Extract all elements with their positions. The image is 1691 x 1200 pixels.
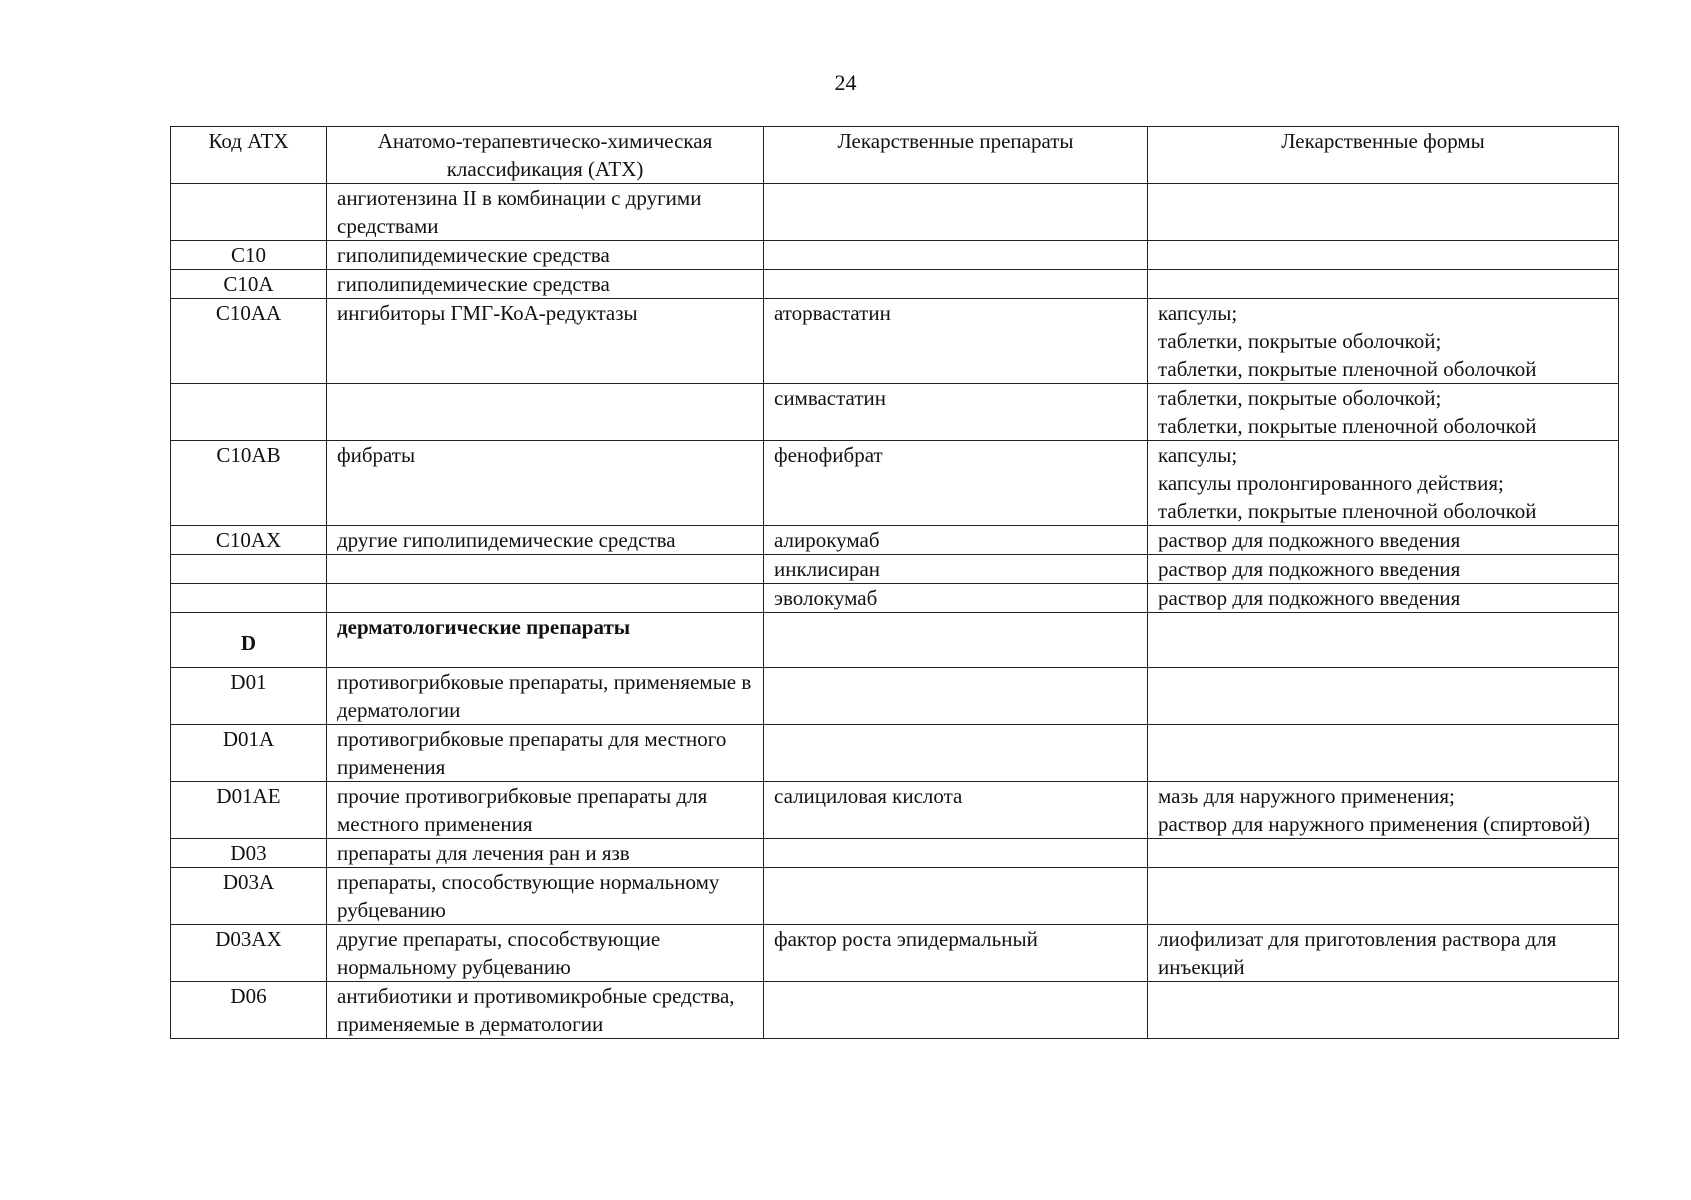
classification-cell: другие препараты, способствующие нормальному рубцеванию bbox=[327, 925, 764, 982]
classification-cell: антибиотики и противомикробные средства, применяемые в дерматологии bbox=[327, 982, 764, 1039]
atx-code-cell bbox=[171, 384, 327, 441]
dosage-form-line: капсулы пролонгированного действия; bbox=[1158, 471, 1504, 495]
atx-code-cell: D bbox=[171, 613, 327, 668]
atx-code-cell: D06 bbox=[171, 982, 327, 1039]
classification-cell: противогрибковые препараты для местного применения bbox=[327, 725, 764, 782]
dosage-forms-cell bbox=[1148, 982, 1619, 1039]
classification-cell bbox=[327, 584, 764, 613]
table-row bbox=[171, 555, 1619, 584]
drug-cell bbox=[764, 868, 1148, 925]
dosage-form-line: раствор для подкожного введения bbox=[1158, 528, 1461, 552]
dosage-form-line: капсулы; bbox=[1158, 301, 1238, 325]
drug-cell: алирокумаб bbox=[764, 526, 1148, 555]
classification-cell: прочие противогрибковые препараты для местного применения bbox=[327, 782, 764, 839]
dosage-form-line: таблетки, покрытые оболочкой; bbox=[1158, 386, 1442, 410]
table-row bbox=[171, 584, 1619, 613]
drug-cell: инклисиран bbox=[764, 555, 1148, 584]
atx-table bbox=[170, 126, 1619, 1039]
atx-code-cell: D03AX bbox=[171, 925, 327, 982]
dosage-forms-cell bbox=[1148, 782, 1619, 839]
classification-cell bbox=[327, 555, 764, 584]
drug-cell bbox=[764, 613, 1148, 668]
dosage-form-line: таблетки, покрытые пленочной оболочкой bbox=[1158, 499, 1537, 523]
drug-cell bbox=[764, 270, 1148, 299]
classification-cell: другие гиполипидемические средства bbox=[327, 526, 764, 555]
table-row bbox=[171, 868, 1619, 925]
dosage-forms-cell bbox=[1148, 384, 1619, 441]
dosage-form-line: раствор для подкожного введения bbox=[1158, 557, 1461, 581]
dosage-forms-cell bbox=[1148, 584, 1619, 613]
table-row bbox=[171, 925, 1619, 982]
atx-code-cell: C10 bbox=[171, 241, 327, 270]
classification-cell bbox=[327, 384, 764, 441]
atx-code-cell: D01A bbox=[171, 725, 327, 782]
table-header bbox=[171, 127, 1619, 184]
atx-code-cell: C10AA bbox=[171, 299, 327, 384]
table-row bbox=[171, 526, 1619, 555]
drug-cell: аторвастатин bbox=[764, 299, 1148, 384]
atx-code-cell bbox=[171, 584, 327, 613]
drug-cell bbox=[764, 184, 1148, 241]
table-row bbox=[171, 384, 1619, 441]
dosage-forms-cell bbox=[1148, 613, 1619, 668]
header-drugs: Лекарственные препараты bbox=[764, 127, 1148, 184]
drug-cell: салициловая кислота bbox=[764, 782, 1148, 839]
page-number: 24 bbox=[834, 70, 857, 95]
dosage-forms-cell bbox=[1148, 725, 1619, 782]
atx-code-cell: D03 bbox=[171, 839, 327, 868]
table-row bbox=[171, 299, 1619, 384]
drug-cell bbox=[764, 241, 1148, 270]
atx-code-cell: C10AX bbox=[171, 526, 327, 555]
table-row bbox=[171, 782, 1619, 839]
drug-cell: фенофибрат bbox=[764, 441, 1148, 526]
atx-code-cell bbox=[171, 555, 327, 584]
dosage-form-line: лиофилизат для приготовления раствора для инъекций bbox=[1158, 927, 1557, 979]
dosage-form-line: раствор для наружного применения (спиртовой) bbox=[1158, 812, 1590, 836]
dosage-forms-cell bbox=[1148, 441, 1619, 526]
dosage-form-line: раствор для подкожного введения bbox=[1158, 586, 1461, 610]
dosage-forms-cell bbox=[1148, 184, 1619, 241]
atx-code-cell: D01 bbox=[171, 668, 327, 725]
classification-cell: фибраты bbox=[327, 441, 764, 526]
atx-code-cell: C10AB bbox=[171, 441, 327, 526]
header-forms: Лекарственные формы bbox=[1148, 127, 1619, 184]
table-row bbox=[171, 241, 1619, 270]
table-row bbox=[171, 270, 1619, 299]
header-row bbox=[171, 127, 1619, 184]
drug-cell: эволокумаб bbox=[764, 584, 1148, 613]
classification-cell: дерматологические препараты bbox=[327, 613, 764, 668]
classification-cell: противогрибковые препараты, применяемые в дерматологии bbox=[327, 668, 764, 725]
drug-cell bbox=[764, 839, 1148, 868]
header-classification: Анатомо-терапевтическо-химическая классификация (АТХ) bbox=[327, 127, 764, 184]
dosage-form-line: таблетки, покрытые пленочной оболочкой bbox=[1158, 357, 1537, 381]
dosage-forms-cell bbox=[1148, 555, 1619, 584]
drug-cell: фактор роста эпидермальный bbox=[764, 925, 1148, 982]
table-row bbox=[171, 839, 1619, 868]
drug-cell bbox=[764, 668, 1148, 725]
drug-cell: симвастатин bbox=[764, 384, 1148, 441]
dosage-forms-cell bbox=[1148, 925, 1619, 982]
header-code: Код АТХ bbox=[171, 127, 327, 184]
classification-cell: гиполипидемические средства bbox=[327, 241, 764, 270]
atx-code-cell bbox=[171, 184, 327, 241]
dosage-forms-cell bbox=[1148, 868, 1619, 925]
table-body bbox=[171, 184, 1619, 1039]
table-row bbox=[171, 668, 1619, 725]
table-row bbox=[171, 613, 1619, 668]
dosage-forms-cell bbox=[1148, 241, 1619, 270]
classification-cell: препараты для лечения ран и язв bbox=[327, 839, 764, 868]
atx-code-cell: C10A bbox=[171, 270, 327, 299]
dosage-form-line: таблетки, покрытые оболочкой; bbox=[1158, 329, 1442, 353]
classification-cell: препараты, способствующие нормальному рубцеванию bbox=[327, 868, 764, 925]
dosage-forms-cell bbox=[1148, 526, 1619, 555]
dosage-forms-cell bbox=[1148, 270, 1619, 299]
classification-cell: ингибиторы ГМГ-КоА-редуктазы bbox=[327, 299, 764, 384]
dosage-form-line: мазь для наружного применения; bbox=[1158, 784, 1455, 808]
dosage-forms-cell bbox=[1148, 299, 1619, 384]
table-row bbox=[171, 184, 1619, 241]
atx-code-cell: D03A bbox=[171, 868, 327, 925]
table-row bbox=[171, 725, 1619, 782]
dosage-forms-cell bbox=[1148, 839, 1619, 868]
drug-cell bbox=[764, 982, 1148, 1039]
classification-cell: ангиотензина II в комбинации с другими средствами bbox=[327, 184, 764, 241]
atx-code-cell: D01AE bbox=[171, 782, 327, 839]
table-row bbox=[171, 982, 1619, 1039]
dosage-forms-cell bbox=[1148, 668, 1619, 725]
dosage-form-line: таблетки, покрытые пленочной оболочкой bbox=[1158, 414, 1537, 438]
table-row bbox=[171, 441, 1619, 526]
drug-cell bbox=[764, 725, 1148, 782]
dosage-form-line: капсулы; bbox=[1158, 443, 1238, 467]
classification-cell: гиполипидемические средства bbox=[327, 270, 764, 299]
